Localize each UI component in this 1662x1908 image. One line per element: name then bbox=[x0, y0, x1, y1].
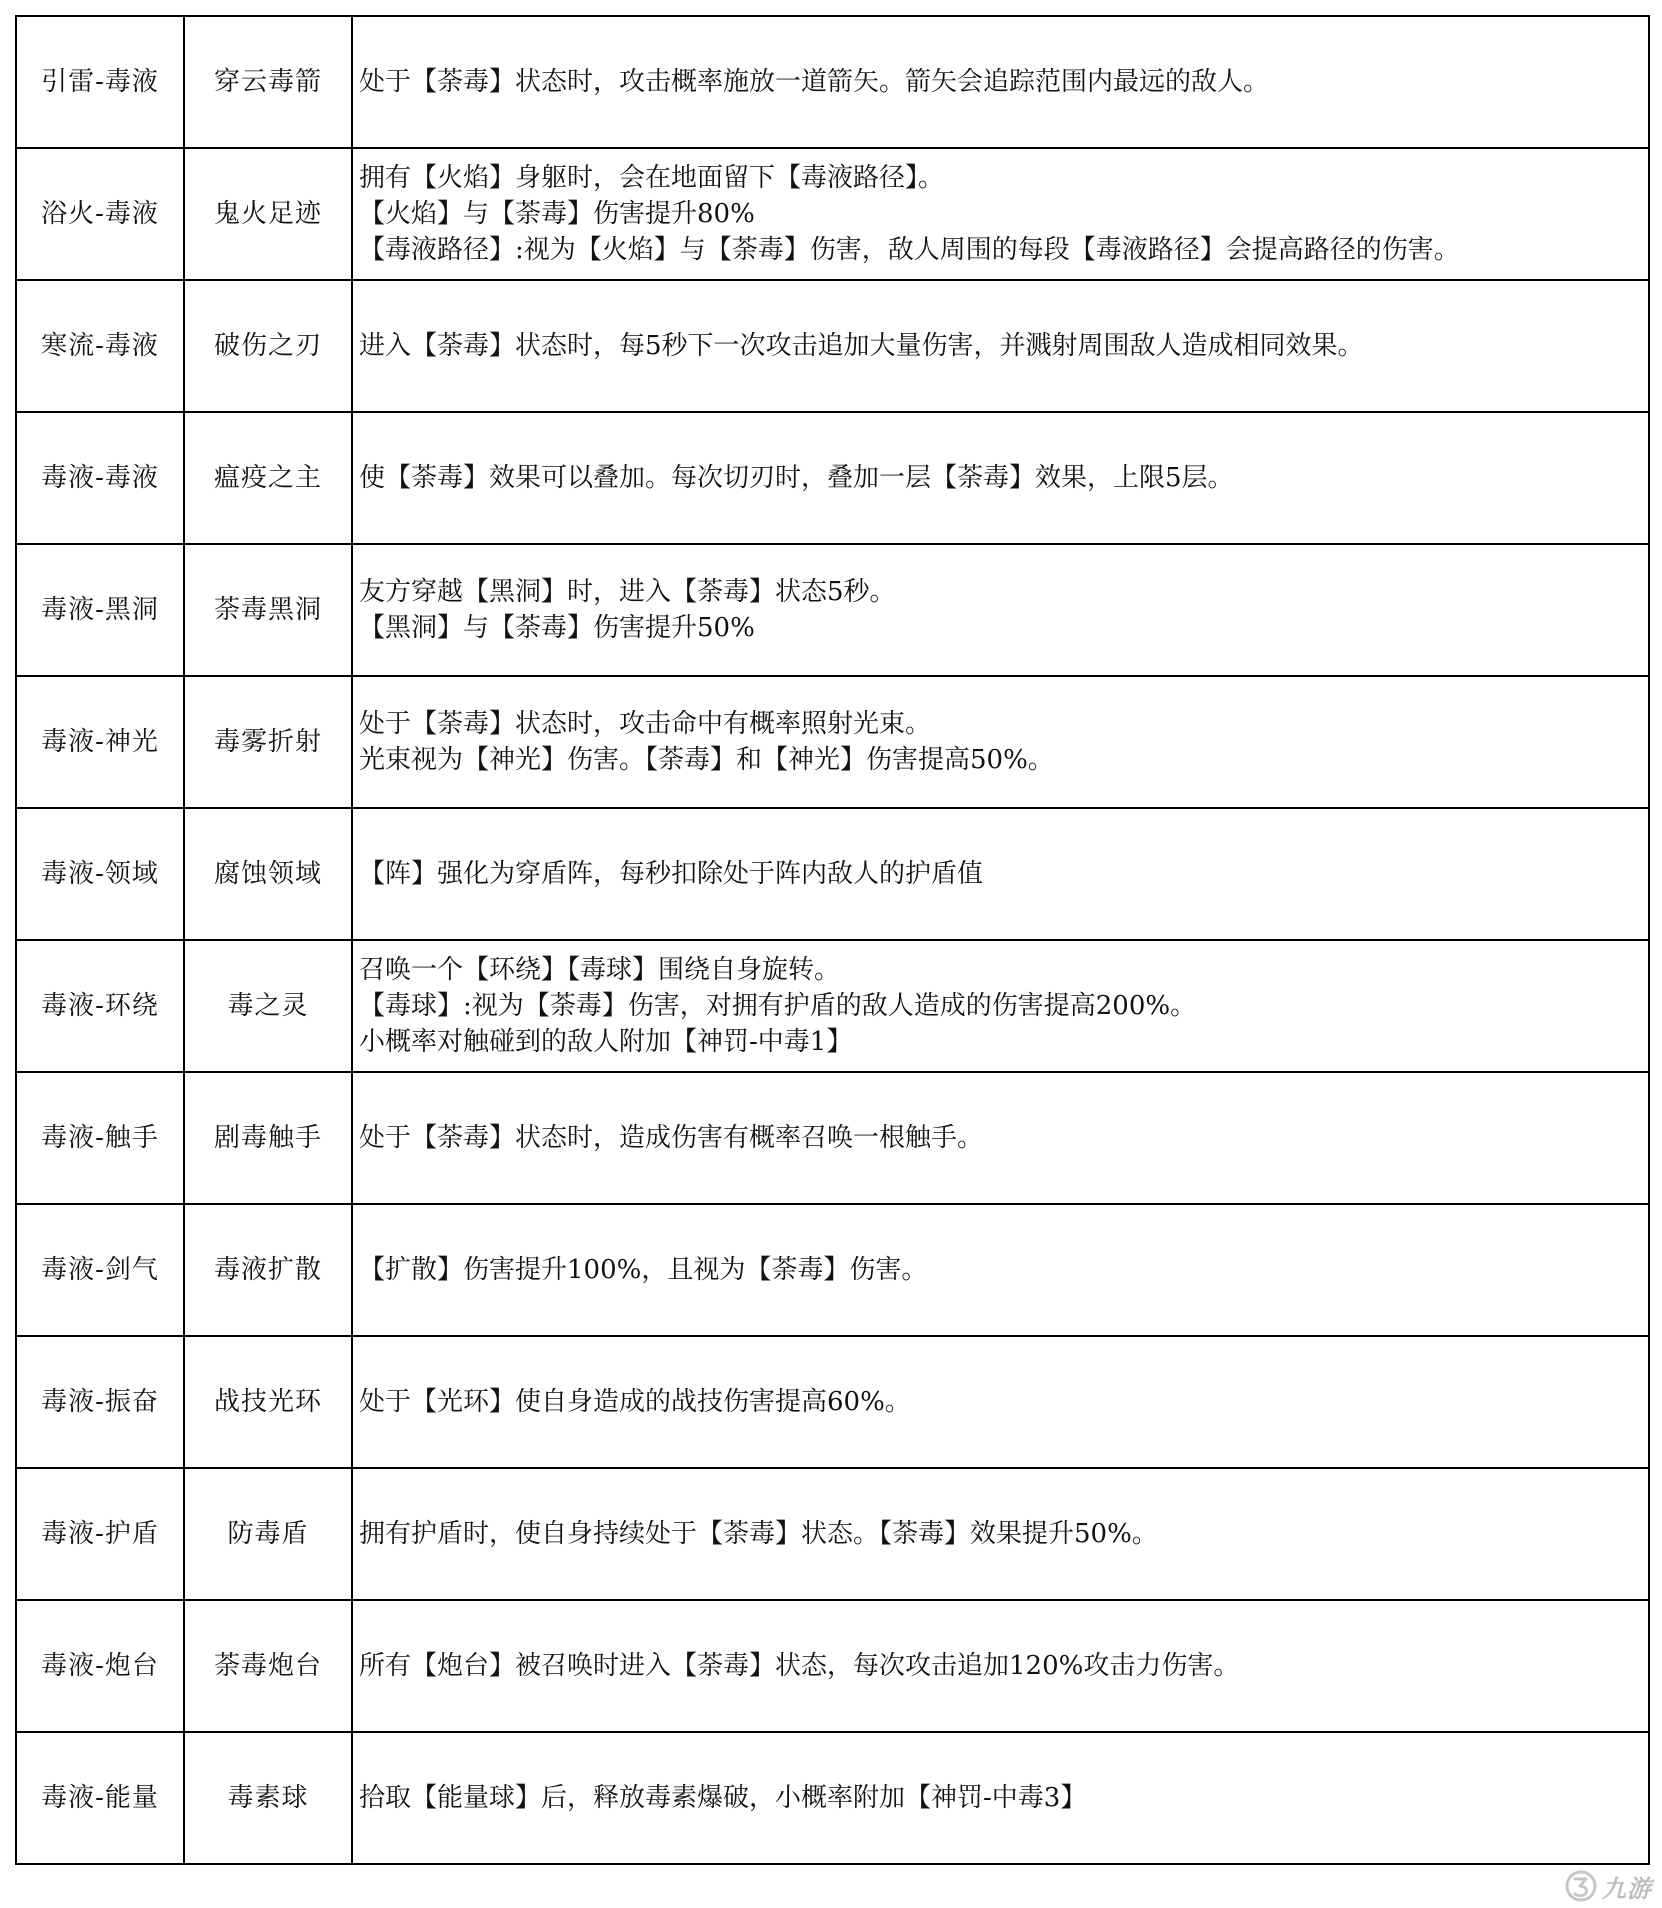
skill-name-cell: 瘟疫之主 bbox=[184, 412, 352, 544]
jiuyou-logo-icon bbox=[1564, 1869, 1598, 1903]
table-row bbox=[16, 1204, 1649, 1336]
description-line: 友方穿越【黑洞】时，进入【荼毒】状态5秒。 bbox=[359, 577, 896, 607]
skill-name-cell: 荼毒黑洞 bbox=[184, 544, 352, 676]
table-row bbox=[16, 1600, 1649, 1732]
combo-cell: 毒液-毒液 bbox=[16, 412, 184, 544]
description-line: 处于【光环】使自身造成的战技伤害提高60%。 bbox=[359, 1387, 911, 1417]
table-row bbox=[16, 280, 1649, 412]
description-cell bbox=[352, 940, 1649, 1072]
table-row bbox=[16, 808, 1649, 940]
description-line: 处于【荼毒】状态时，造成伤害有概率召唤一根触手。 bbox=[359, 1123, 984, 1153]
description-cell bbox=[352, 1072, 1649, 1204]
description-line: 处于【荼毒】状态时，攻击概率施放一道箭矢。箭矢会追踪范围内最远的敌人。 bbox=[359, 67, 1270, 97]
description-cell bbox=[352, 1732, 1649, 1864]
skill-name-cell: 荼毒炮台 bbox=[184, 1600, 352, 1732]
combo-cell: 毒液-环绕 bbox=[16, 940, 184, 1072]
combo-cell: 毒液-剑气 bbox=[16, 1204, 184, 1336]
table-row bbox=[16, 940, 1649, 1072]
combo-cell: 毒液-炮台 bbox=[16, 1600, 184, 1732]
skill-name-cell: 毒液扩散 bbox=[184, 1204, 352, 1336]
skill-name-cell: 腐蚀领域 bbox=[184, 808, 352, 940]
description-line: 处于【荼毒】状态时，攻击命中有概率照射光束。 bbox=[359, 709, 932, 739]
table-row bbox=[16, 1732, 1649, 1864]
description-cell bbox=[352, 280, 1649, 412]
table-row bbox=[16, 676, 1649, 808]
description-cell bbox=[352, 676, 1649, 808]
description-cell bbox=[352, 1336, 1649, 1468]
skill-combo-table bbox=[15, 15, 1650, 1865]
skill-name-cell: 破伤之刃 bbox=[184, 280, 352, 412]
table-row bbox=[16, 544, 1649, 676]
description-cell bbox=[352, 16, 1649, 148]
description-cell bbox=[352, 1600, 1649, 1732]
skill-name-cell: 防毒盾 bbox=[184, 1468, 352, 1600]
table-row bbox=[16, 1072, 1649, 1204]
table-row bbox=[16, 148, 1649, 280]
combo-cell: 毒液-振奋 bbox=[16, 1336, 184, 1468]
table-row bbox=[16, 412, 1649, 544]
combo-cell: 毒液-领域 bbox=[16, 808, 184, 940]
description-line: 【毒液路径】:视为【火焰】与【荼毒】伤害，敌人周围的每段【毒液路径】会提高路径的伤害。 bbox=[359, 235, 1460, 265]
description-cell bbox=[352, 544, 1649, 676]
table-row bbox=[16, 16, 1649, 148]
skill-name-cell: 剧毒触手 bbox=[184, 1072, 352, 1204]
combo-cell: 浴火-毒液 bbox=[16, 148, 184, 280]
table-row bbox=[16, 1468, 1649, 1600]
combo-cell: 毒液-能量 bbox=[16, 1732, 184, 1864]
skill-name-cell: 毒之灵 bbox=[184, 940, 352, 1072]
description-line: 光束视为【神光】伤害。【荼毒】和【神光】伤害提高50%。 bbox=[359, 745, 1054, 775]
description-line: 拥有【火焰】身躯时，会在地面留下【毒液路径】。 bbox=[359, 163, 945, 193]
combo-cell: 毒液-护盾 bbox=[16, 1468, 184, 1600]
description-line: 拾取【能量球】后，释放毒素爆破，小概率附加【神罚-中毒3】 bbox=[359, 1783, 1087, 1813]
description-cell bbox=[352, 148, 1649, 280]
combo-cell: 引雷-毒液 bbox=[16, 16, 184, 148]
description-line: 【扩散】伤害提升100%，且视为【荼毒】伤害。 bbox=[359, 1255, 928, 1285]
skill-name-cell: 战技光环 bbox=[184, 1336, 352, 1468]
combo-cell: 寒流-毒液 bbox=[16, 280, 184, 412]
skill-name-cell: 穿云毒箭 bbox=[184, 16, 352, 148]
description-line: 所有【炮台】被召唤时进入【荼毒】状态，每次攻击追加120%攻击力伤害。 bbox=[359, 1651, 1240, 1681]
description-line: 【阵】强化为穿盾阵，每秒扣除处于阵内敌人的护盾值 bbox=[359, 859, 984, 889]
description-line: 【毒球】:视为【荼毒】伤害，对拥有护盾的敌人造成的伤害提高200%。 bbox=[359, 991, 1197, 1021]
description-cell bbox=[352, 1468, 1649, 1600]
combo-cell: 毒液-黑洞 bbox=[16, 544, 184, 676]
description-line: 使【荼毒】效果可以叠加。每次切刃时，叠加一层【荼毒】效果，上限5层。 bbox=[359, 463, 1234, 493]
description-cell bbox=[352, 808, 1649, 940]
combo-cell: 毒液-触手 bbox=[16, 1072, 184, 1204]
table-body bbox=[16, 16, 1649, 1864]
description-line: 【黑洞】与【荼毒】伤害提升50% bbox=[359, 613, 755, 643]
watermark bbox=[1564, 1866, 1652, 1906]
skill-name-cell: 毒素球 bbox=[184, 1732, 352, 1864]
description-line: 进入【荼毒】状态时，每5秒下一次攻击追加大量伤害，并溅射周围敌人造成相同效果。 bbox=[359, 331, 1364, 361]
skill-name-cell: 毒雾折射 bbox=[184, 676, 352, 808]
description-line: 小概率对触碰到的敌人附加【神罚-中毒1】 bbox=[359, 1027, 853, 1057]
combo-cell: 毒液-神光 bbox=[16, 676, 184, 808]
skill-name-cell: 鬼火足迹 bbox=[184, 148, 352, 280]
description-line: 拥有护盾时，使自身持续处于【荼毒】状态。【荼毒】效果提升50%。 bbox=[359, 1519, 1158, 1549]
description-cell bbox=[352, 412, 1649, 544]
description-line: 召唤一个【环绕】【毒球】围绕自身旋转。 bbox=[359, 955, 841, 985]
watermark-text: 九游 bbox=[1602, 1874, 1652, 1903]
description-cell bbox=[352, 1204, 1649, 1336]
description-line: 【火焰】与【荼毒】伤害提升80% bbox=[359, 199, 755, 229]
table-row bbox=[16, 1336, 1649, 1468]
